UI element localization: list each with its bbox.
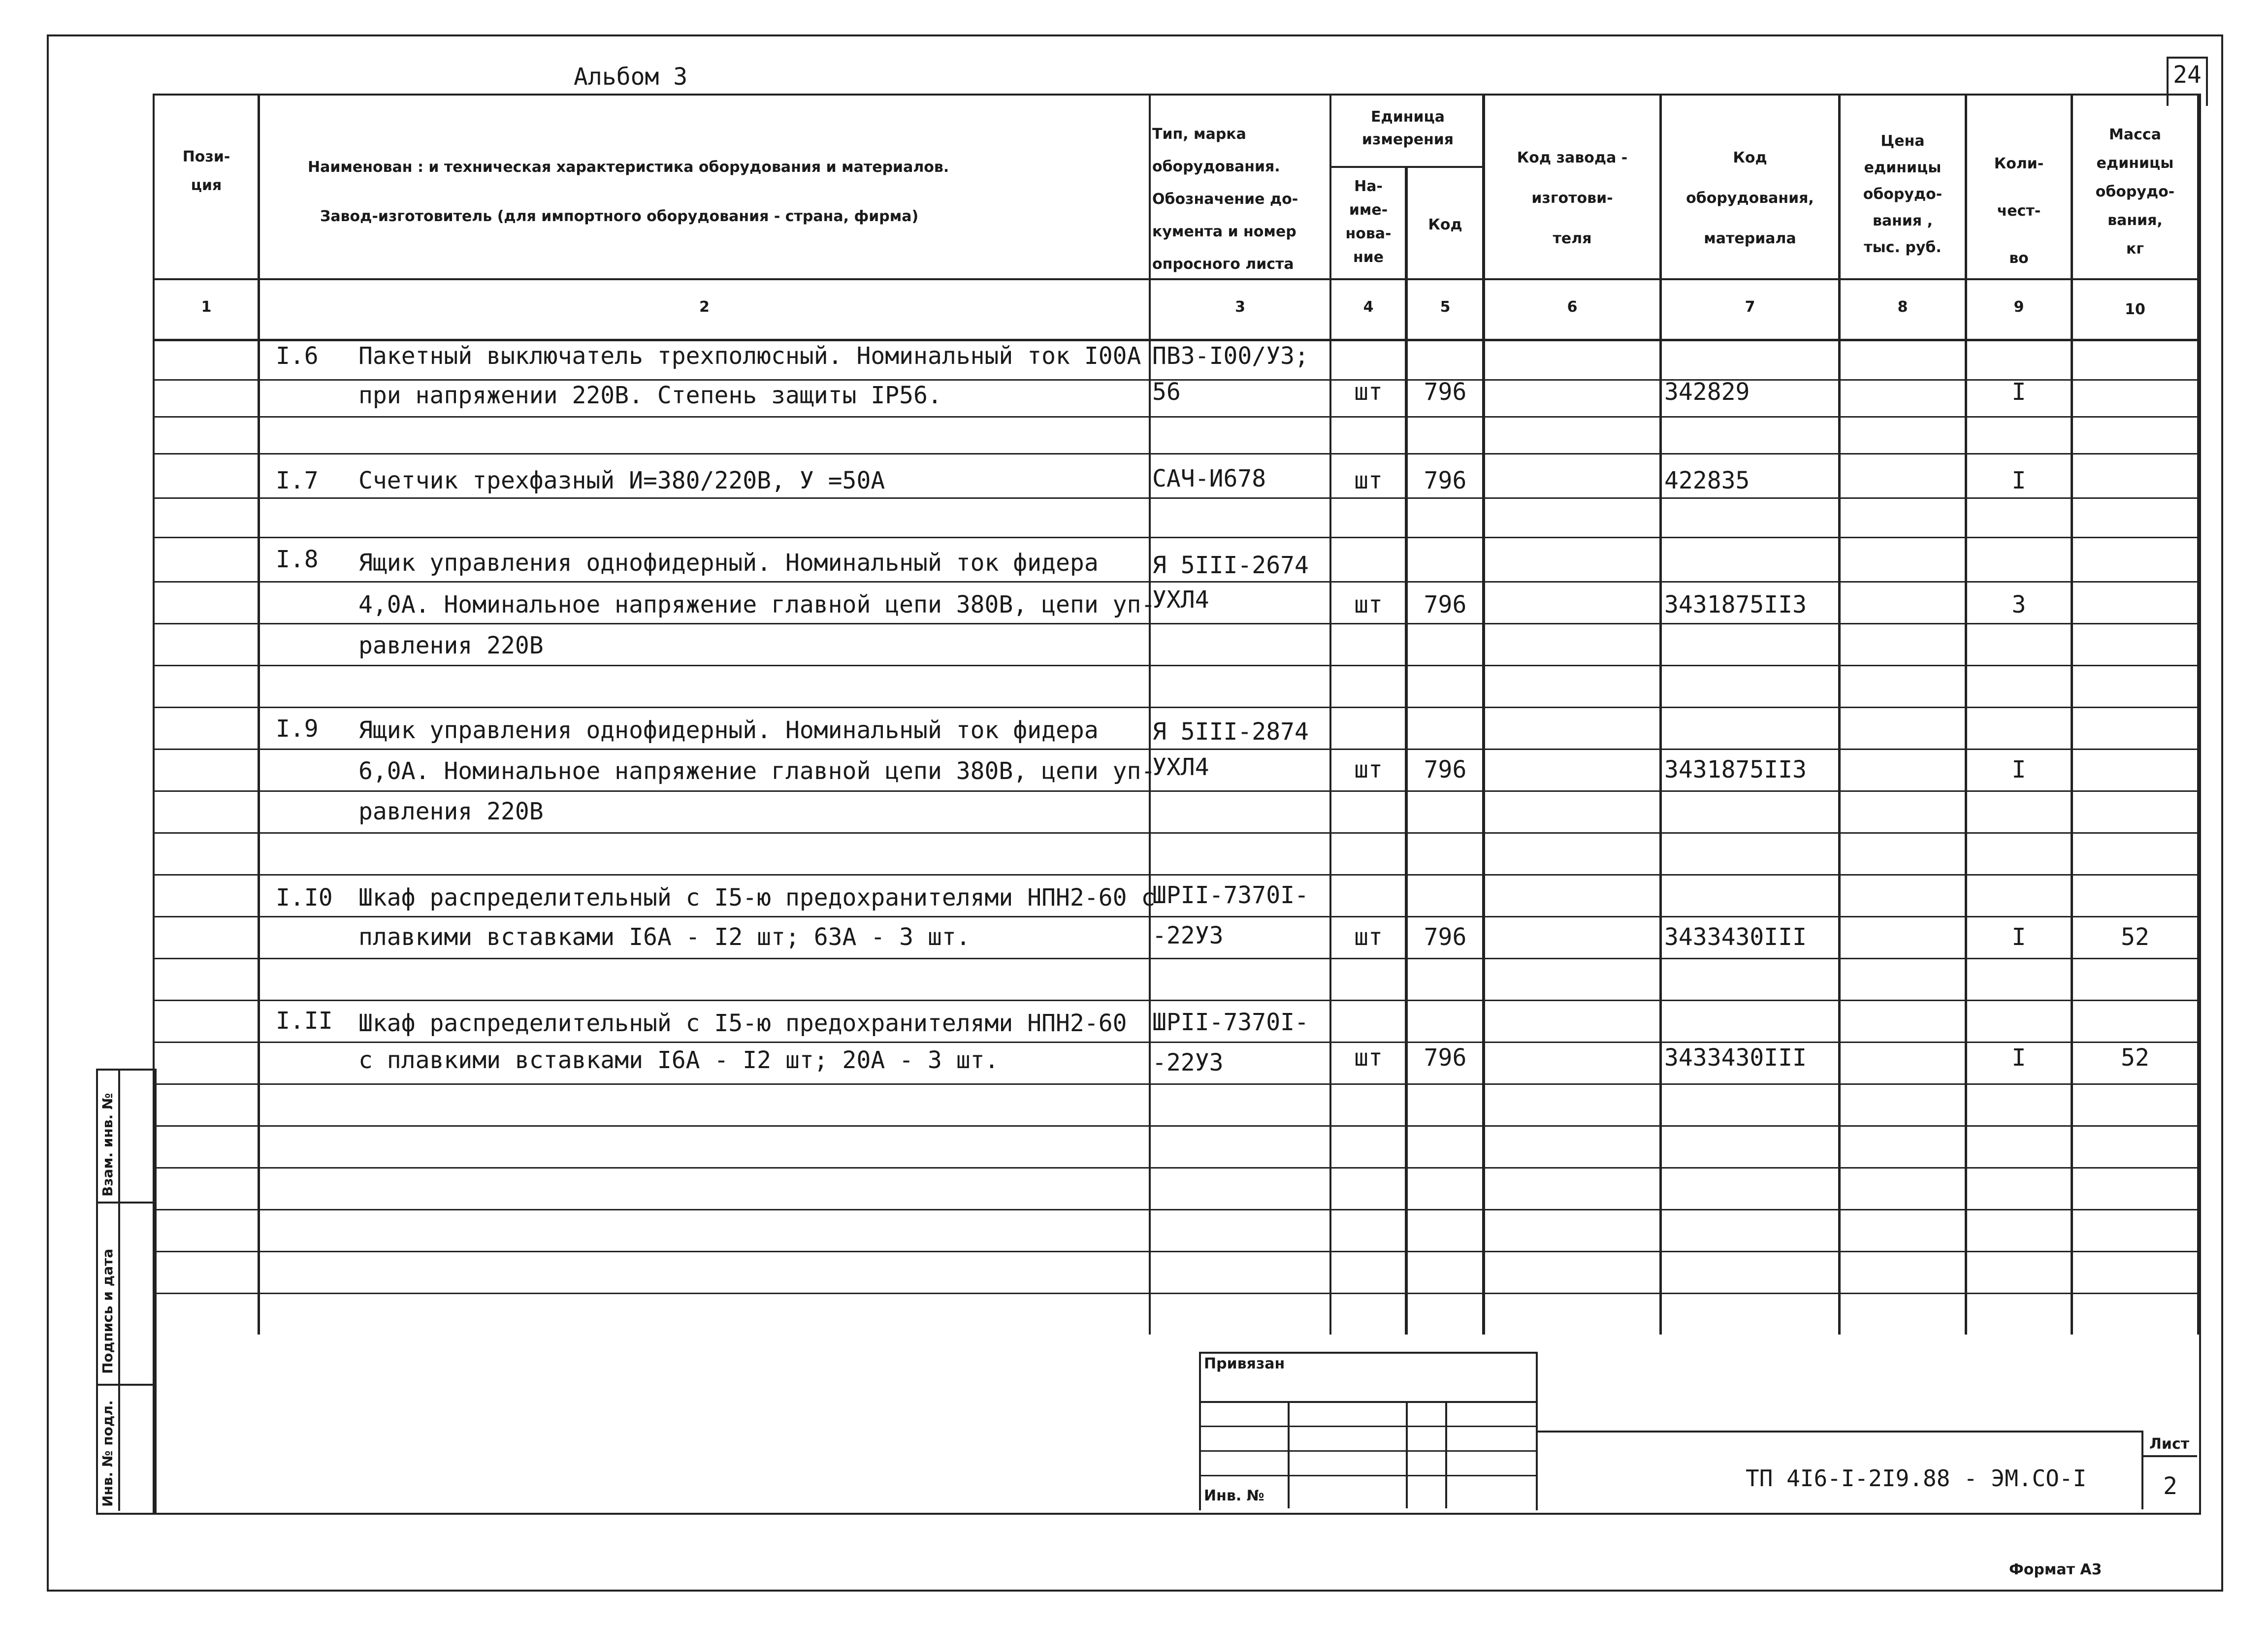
item-equipment-code: 422835 bbox=[1664, 467, 1750, 494]
document-code: ТП 4I6-I-2I9.88 - ЭМ.СО-I bbox=[1746, 1465, 2087, 1492]
item-name-line: равления 220В bbox=[358, 798, 544, 825]
row-line bbox=[153, 1251, 2199, 1252]
item-unit: шт bbox=[1354, 467, 1383, 494]
item-unit-code: 796 bbox=[1424, 1044, 1467, 1072]
header-col9: Коли- чест- во bbox=[1994, 155, 2044, 267]
item-position: I.8 bbox=[276, 546, 319, 573]
row-line bbox=[153, 916, 2199, 917]
row-line bbox=[153, 749, 2199, 750]
item-equipment-code: 3433430III bbox=[1664, 923, 1807, 951]
item-name-line: Пакетный выключатель трехполюсный. Номинальный ток I00А bbox=[358, 342, 1141, 370]
row-line bbox=[153, 1083, 2199, 1085]
item-type-line: ШРII-7370I- bbox=[1152, 1009, 1309, 1036]
item-name-line: 6,0А. Номинальное напряжение главной цепи 380В, цепи уп- bbox=[358, 757, 1156, 785]
row-line bbox=[153, 790, 2199, 792]
album-title: Альбом 3 bbox=[574, 63, 688, 91]
item-name-line: при напряжении 220В. Степень защиты IP56. bbox=[358, 382, 942, 409]
item-position: I.6 bbox=[276, 342, 319, 370]
item-name-line: Ящик управления однофидерный. Номинальный ток фидера bbox=[358, 717, 1099, 744]
item-unit-code: 796 bbox=[1424, 591, 1467, 619]
row-line bbox=[153, 1167, 2199, 1169]
item-unit: шт bbox=[1354, 756, 1383, 783]
item-mass: 52 bbox=[2121, 923, 2149, 951]
header-unit-group: Единица измерения bbox=[1361, 108, 1454, 148]
colnum-9: 9 bbox=[2013, 298, 2024, 316]
colnum-5: 5 bbox=[1440, 298, 1451, 316]
side-stamp-vzam: Взам. инв. № bbox=[99, 1093, 116, 1197]
item-mass: 52 bbox=[2121, 1044, 2149, 1072]
item-unit-code: 796 bbox=[1424, 923, 1467, 951]
item-position: I.II bbox=[276, 1007, 333, 1035]
inv-no-label: Инв. № bbox=[1204, 1487, 1264, 1504]
colnum-6: 6 bbox=[1567, 298, 1578, 316]
header-col10: Масса единицы оборудо- вания, кг bbox=[2095, 126, 2175, 258]
item-quantity: I bbox=[2011, 467, 2026, 494]
item-unit-code: 796 bbox=[1424, 467, 1467, 494]
item-quantity: 3 bbox=[2011, 591, 2026, 619]
privyazan-line-1 bbox=[1199, 1401, 1536, 1403]
row-line bbox=[153, 1209, 2199, 1210]
row-line bbox=[153, 1125, 2199, 1127]
item-type-line: -22У3 bbox=[1152, 922, 1224, 949]
row-line bbox=[153, 581, 2199, 583]
item-equipment-code: 3431875II3 bbox=[1664, 756, 1807, 783]
item-quantity: I bbox=[2011, 923, 2026, 951]
header-col3: Тип, марка оборудования. Обозначение до- кумента и номер опросного листа bbox=[1152, 126, 1298, 273]
row-line bbox=[153, 707, 2199, 708]
colnum-4: 4 bbox=[1363, 298, 1374, 316]
item-quantity: I bbox=[2011, 1044, 2026, 1072]
item-type-line: 56 bbox=[1152, 378, 1181, 406]
item-equipment-code: 3433430III bbox=[1664, 1044, 1807, 1072]
item-type-line: УХЛ4 bbox=[1152, 586, 1209, 614]
row-line bbox=[153, 497, 2199, 499]
colnum-2: 2 bbox=[699, 298, 710, 316]
item-name-line: Счетчик трехфазный И=380/220В, У =50А bbox=[358, 467, 885, 494]
side-stamp-inv: Инв. № подл. bbox=[99, 1400, 116, 1507]
colnum-3: 3 bbox=[1235, 298, 1245, 316]
row-line bbox=[153, 1042, 2199, 1043]
item-type-line: Я 5III-2674 bbox=[1152, 552, 1309, 579]
colnum-7: 7 bbox=[1745, 298, 1755, 316]
row-line bbox=[153, 1000, 2199, 1001]
sheet-number-top: 24 bbox=[2173, 61, 2202, 89]
row-line bbox=[153, 416, 2199, 418]
side-stamp-divider bbox=[118, 1069, 120, 1511]
row-line bbox=[153, 1293, 2199, 1294]
privyazan-line-2 bbox=[1199, 1426, 1536, 1427]
outer-border-right bbox=[2221, 34, 2223, 1591]
header-col6: Код завода - изготови- теля bbox=[1517, 149, 1628, 247]
item-equipment-code: 342829 bbox=[1664, 378, 1750, 406]
item-type-line: Я 5III-2874 bbox=[1152, 718, 1309, 746]
row-line bbox=[153, 537, 2199, 538]
outer-border-top bbox=[47, 34, 2223, 36]
header-col2: Наименован : и техническая характеристика оборудования и материалов. Завод-изготовитель (для импортного оборудования - страна, фирма) bbox=[308, 159, 949, 225]
side-stamp-line-1 bbox=[96, 1202, 153, 1204]
item-type-line: -22У3 bbox=[1152, 1049, 1224, 1076]
item-type-line: ШРII-7370I- bbox=[1152, 881, 1309, 909]
header-col1: Пози- ция bbox=[182, 148, 230, 194]
item-name-line: равления 220В bbox=[358, 632, 544, 659]
header-col8: Цена единицы оборудо- вания , тыс. руб. bbox=[1863, 132, 1943, 256]
privyazan-line-4 bbox=[1199, 1475, 1536, 1476]
item-quantity: I bbox=[2011, 378, 2026, 406]
format-label: Формат А3 bbox=[2009, 1561, 2102, 1578]
row-line bbox=[153, 623, 2199, 624]
item-position: I.9 bbox=[276, 715, 319, 743]
item-type-line: ПВЗ-I00/УЗ; bbox=[1152, 342, 1309, 370]
title-block-sheet-line bbox=[2141, 1455, 2197, 1457]
title-block-sheet-divider bbox=[2141, 1431, 2143, 1509]
item-unit-code: 796 bbox=[1424, 378, 1467, 406]
item-unit: шт bbox=[1354, 591, 1383, 619]
row-line bbox=[153, 665, 2199, 666]
item-unit: шт bbox=[1354, 378, 1383, 406]
item-name-line: Ящик управления однофидерный. Номинальный ток фидера bbox=[358, 549, 1099, 577]
item-type-line: УХЛ4 bbox=[1152, 753, 1209, 781]
row-line bbox=[153, 453, 2199, 455]
unit-group-line bbox=[1329, 166, 1485, 168]
item-position: I.I0 bbox=[276, 884, 333, 912]
item-name-line: с плавкими вставками I6А - I2 шт; 20А - 3 шт. bbox=[358, 1046, 999, 1074]
item-unit: шт bbox=[1354, 1044, 1383, 1072]
sheet-value: 2 bbox=[2163, 1472, 2177, 1500]
colnum-10: 10 bbox=[2125, 301, 2145, 318]
header-col4: На- име- нова- ние bbox=[1345, 178, 1392, 266]
header-col5: Код bbox=[1428, 216, 1462, 233]
item-unit: шт bbox=[1354, 923, 1383, 951]
item-type-line: САЧ-И678 bbox=[1152, 465, 1266, 492]
title-block-top-line bbox=[1536, 1431, 2141, 1433]
outer-border-bottom bbox=[47, 1590, 2223, 1592]
header-col7: Код оборудования, материала bbox=[1686, 149, 1814, 247]
row-line bbox=[153, 958, 2199, 959]
outer-border-left bbox=[47, 34, 49, 1591]
privyazan-line-3 bbox=[1199, 1450, 1536, 1452]
colnum-1: 1 bbox=[201, 298, 212, 316]
side-stamp-line-2 bbox=[96, 1384, 153, 1386]
row-line bbox=[153, 874, 2199, 876]
col-line-4 bbox=[1405, 167, 1408, 1335]
side-stamp-signature: Подпись и дата bbox=[99, 1248, 116, 1374]
item-name-line: 4,0А. Номинальное напряжение главной цепи 380В, цепи уп- bbox=[358, 591, 1156, 619]
privyazan-vline-1 bbox=[1288, 1401, 1290, 1508]
item-name-line: Шкаф распределительный с I5-ю предохранителями НПН2-60 bbox=[358, 1010, 1127, 1037]
item-unit-code: 796 bbox=[1424, 756, 1467, 783]
colnum-8: 8 bbox=[1897, 298, 1908, 316]
item-quantity: I bbox=[2011, 756, 2026, 783]
privyazan-label: Привязан bbox=[1204, 1355, 1285, 1372]
sheet-label: Лист bbox=[2149, 1435, 2190, 1453]
privyazan-vline-3 bbox=[1445, 1401, 1447, 1508]
row-line bbox=[153, 832, 2199, 834]
privyazan-box bbox=[1199, 1352, 1538, 1510]
item-position: I.7 bbox=[276, 467, 319, 494]
privyazan-vline-2 bbox=[1406, 1401, 1408, 1508]
numbers-bottom-line bbox=[153, 339, 2199, 341]
item-equipment-code: 3431875II3 bbox=[1664, 591, 1807, 619]
item-name-line: Шкаф распределительный с I5-ю предохранителями НПН2-60 с bbox=[358, 884, 1156, 912]
item-name-line: плавкими вставками I6А - I2 шт; 63А - 3 шт. bbox=[358, 923, 971, 951]
